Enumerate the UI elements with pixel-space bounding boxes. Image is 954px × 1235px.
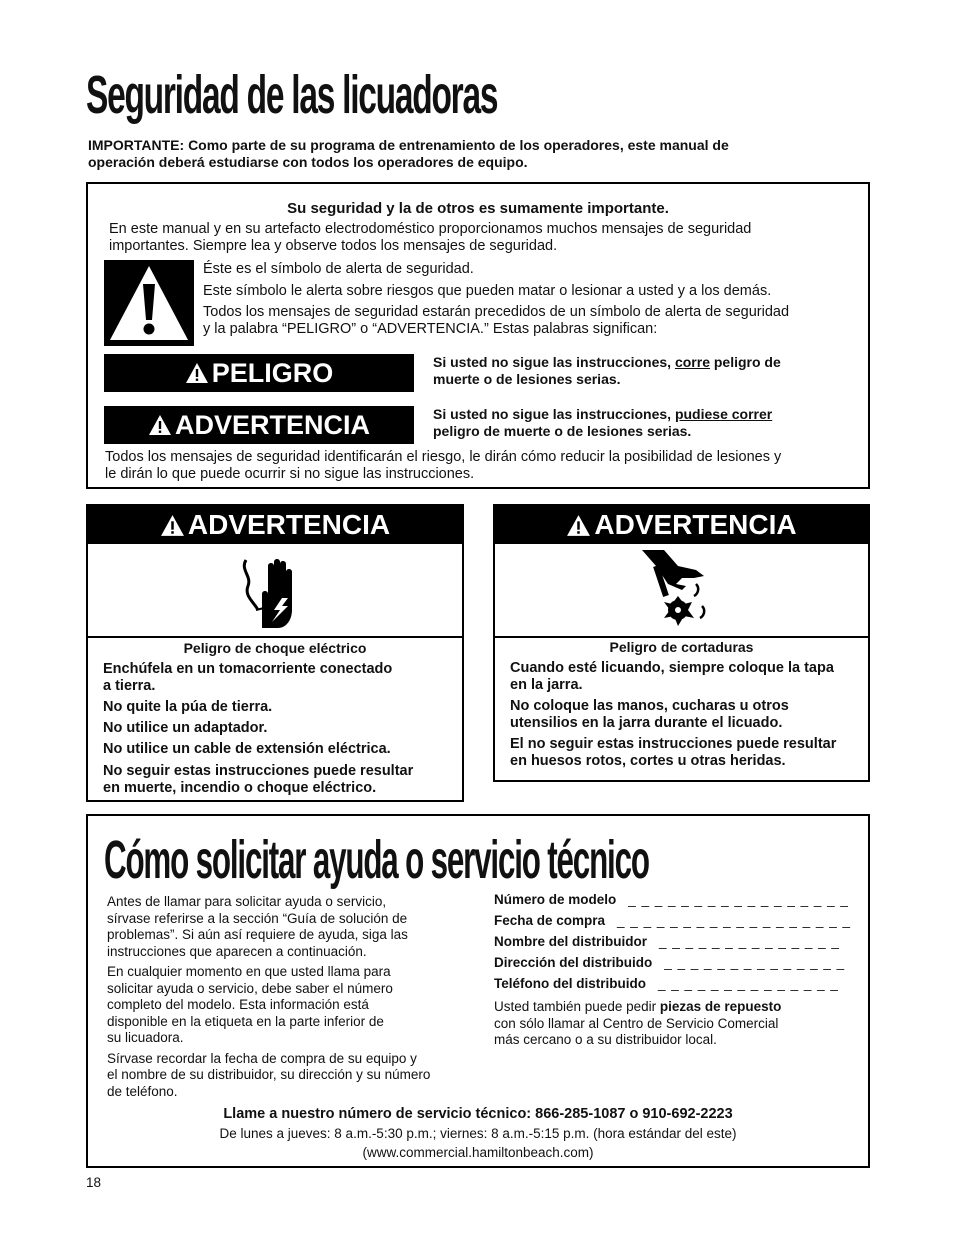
safety-footer-line-1: Todos los mensajes de seguridad identificarán el riesgo, le dirán cómo reducir la posibilidad de lesiones y xyxy=(105,449,782,465)
alert-triangle-icon xyxy=(160,514,185,537)
electric-item-4: No utilice un cable de extensión eléctrica. xyxy=(103,741,391,757)
warning-electric-shock xyxy=(86,504,464,802)
peligro-label: PELIGRO xyxy=(211,357,334,388)
service-p1-line-2: sírvase referirse a la sección “Guía de solución de xyxy=(107,910,408,926)
alert-triangle-icon xyxy=(185,362,209,384)
service-instructions xyxy=(107,894,477,1100)
parts-line-2: con sólo llamar al Centro de Servicio Comercial xyxy=(494,1015,779,1031)
advertencia-signal-bar xyxy=(104,406,414,444)
peligro-text-underlined: corre xyxy=(674,354,710,370)
warning-left-label: ADVERTENCIA xyxy=(187,509,391,540)
field-blank-line: _ _ _ _ _ _ _ _ _ _ _ _ _ _ _ _ _ _ xyxy=(617,913,851,928)
electric-item-3: No utilice un adaptador. xyxy=(103,720,268,736)
messages-line-1: Todos los mensajes de seguridad estarán precedidos de un símbolo de alerta de seguridad xyxy=(203,304,790,320)
advertencia-text-underlined: pudiese correr xyxy=(674,406,773,422)
advertencia-label: ADVERTENCIA xyxy=(174,409,370,440)
parts-line-3: más cercano o a su distribuidor local. xyxy=(494,1032,717,1047)
cut-item-2-line-1: No coloque las manos, cucharas u otros xyxy=(510,698,789,714)
service-p1-line-3: problemas”. Si aún así requiere de ayuda, siga las xyxy=(107,927,408,942)
safety-footer xyxy=(105,449,865,483)
service-p2-line-1: En cualquier momento en que usted llama para xyxy=(107,964,391,979)
blade-hand-icon xyxy=(638,548,714,632)
page-number: 18 xyxy=(86,1175,102,1190)
field-label: Número de modelo xyxy=(494,892,617,907)
service-box xyxy=(86,814,870,1168)
service-p3-line-1: Sírvase recordar la fecha de compra de su equipo y xyxy=(107,1050,417,1066)
safety-box xyxy=(86,182,870,489)
service-phone-line: Llame a nuestro número de servicio técnico: 866-285-1087 o 910-692-2223 xyxy=(223,1106,733,1122)
electric-hazard-title: Peligro de choque eléctrico xyxy=(183,640,367,656)
service-p2-line-2: solicitar ayuda o servicio, debe saber el número xyxy=(107,980,393,996)
warning-right-divider xyxy=(495,636,868,638)
field-blank-line: _ _ _ _ _ _ _ _ _ _ _ _ _ _ _ _ _ xyxy=(628,892,849,907)
field-label: Dirección del distribuido xyxy=(494,955,653,970)
field-blank-line: _ _ _ _ _ _ _ _ _ _ _ _ _ _ xyxy=(664,955,846,970)
service-fields xyxy=(494,892,864,1049)
peligro-meaning xyxy=(433,354,853,388)
peligro-meaning-line-2: muerte o de lesiones serias. xyxy=(433,371,621,387)
peligro-meaning-line-1 xyxy=(433,354,853,371)
warning-right-label: ADVERTENCIA xyxy=(594,509,797,540)
safety-intro-line-2: importantes. Siempre lea y observe todos los mensajes de seguridad. xyxy=(109,238,558,254)
warning-left-header xyxy=(88,506,462,544)
messages-line-2: y la palabra “PELIGRO” o “ADVERTENCIA.” Estas palabras significan: xyxy=(203,321,658,337)
peligro-text-a: Si usted no sigue las instrucciones, xyxy=(433,354,675,370)
advertencia-meaning-line-2: peligro de muerte o de lesiones serias. xyxy=(433,423,692,439)
safety-intro xyxy=(109,221,849,255)
safety-intro-line-1: En este manual y en su artefacto electrodoméstico proporcionamos muchos mensajes de seguridad xyxy=(109,221,752,237)
importante-note xyxy=(88,137,848,171)
service-p2-line-5: su licuadora. xyxy=(107,1030,184,1045)
parts-text-bold: piezas de repuesto xyxy=(659,999,782,1014)
service-hours-line: De lunes a jueves: 8 a.m.-5:30 p.m.; viernes: 8 a.m.-5:15 p.m. (hora estándar del este) xyxy=(219,1126,737,1141)
parts-text-a: Usted también puede pedir xyxy=(494,999,660,1014)
peligro-signal-bar xyxy=(104,354,414,392)
field-label: Teléfono del distribuido xyxy=(494,976,646,991)
electric-item-2: No quite la púa de tierra. xyxy=(103,699,273,715)
service-title: Cómo solicitar ayuda o servicio técnico xyxy=(104,830,649,890)
page-title: Seguridad de las licuadoras xyxy=(86,65,498,125)
cut-hazard-title: Peligro de cortaduras xyxy=(609,639,754,655)
parts-line-1 xyxy=(494,999,864,1016)
importante-line-1: IMPORTANTE: Como parte de su programa de entrenamiento de los operadores, este manual de xyxy=(88,137,729,153)
electric-shock-hand-icon xyxy=(238,554,310,634)
electric-item-1-line-1: Enchúfela en un tomacorriente conectado xyxy=(103,661,393,677)
electric-item-1-line-2: a tierra. xyxy=(103,678,156,694)
field-purchase-date xyxy=(494,913,864,934)
service-p2-line-4: disponible en la etiqueta en la parte inferior de xyxy=(107,1013,384,1029)
cut-item-3-line-2: en huesos rotos, cortes u otras heridas. xyxy=(510,753,786,769)
electric-instructions xyxy=(103,661,458,797)
symbol-description: Éste es el símbolo de alerta de seguridad. xyxy=(203,261,474,277)
field-label: Nombre del distribuidor xyxy=(494,934,648,949)
warning-right-header xyxy=(495,506,868,544)
peligro-text-b: peligro de xyxy=(709,354,781,370)
replacement-parts-note xyxy=(494,999,864,1049)
messages-description xyxy=(203,304,863,338)
cut-item-2-line-2: utensilios en la jarra durante el licuado. xyxy=(510,715,783,731)
importante-line-2: operación deberá estudiarse con todos los operadores de equipo. xyxy=(88,154,528,170)
warning-cut-hazard xyxy=(493,504,870,782)
alert-description: Este símbolo le alerta sobre riesgos que pueden matar o lesionar a usted y a los demás. xyxy=(203,283,772,299)
alert-triangle-icon xyxy=(566,514,591,537)
service-p1-line-1: Antes de llamar para solicitar ayuda o servicio, xyxy=(107,894,387,909)
service-p1-line-4: instrucciones que aparecen a continuación. xyxy=(107,943,367,959)
field-distributor-name xyxy=(494,934,864,955)
cut-item-1-line-1: Cuando esté licuando, siempre coloque la tapa xyxy=(510,660,834,676)
safety-footer-line-2: le dirán lo que puede ocurrir si no sigue las instrucciones. xyxy=(105,466,475,482)
cut-item-3-line-1: El no seguir estas instrucciones puede resultar xyxy=(510,736,837,752)
service-p3-line-3: de teléfono. xyxy=(107,1083,178,1099)
field-distributor-phone xyxy=(494,976,864,997)
electric-item-5-line-2: en muerte, incendio o choque eléctrico. xyxy=(103,780,377,796)
field-label: Fecha de compra xyxy=(494,913,606,928)
service-p3-line-2: el nombre de su distribuidor, su dirección y su número xyxy=(107,1067,431,1082)
warning-left-divider xyxy=(88,636,462,638)
advertencia-meaning xyxy=(433,406,853,440)
field-blank-line: _ _ _ _ _ _ _ _ _ _ _ _ _ _ xyxy=(658,976,839,991)
field-model-number xyxy=(494,892,864,913)
safety-heading: Su seguridad y la de otros es sumamente importante. xyxy=(287,200,669,217)
safety-alert-symbol-icon xyxy=(104,260,194,346)
advertencia-text-a: Si usted no sigue las instrucciones, xyxy=(433,406,675,422)
alert-triangle-icon xyxy=(148,414,172,436)
cut-item-1-line-2: en la jarra. xyxy=(510,677,583,693)
field-blank-line: _ _ _ _ _ _ _ _ _ _ _ _ _ _ xyxy=(659,934,840,949)
advertencia-meaning-line-1 xyxy=(433,406,853,423)
electric-item-5-line-1: No seguir estas instrucciones puede resultar xyxy=(103,763,414,779)
cut-instructions xyxy=(510,660,868,770)
service-website: (www.commercial.hamiltonbeach.com) xyxy=(362,1145,594,1160)
field-distributor-address xyxy=(494,955,864,976)
service-p2-line-3: completo del modelo. Esta información está xyxy=(107,997,369,1012)
